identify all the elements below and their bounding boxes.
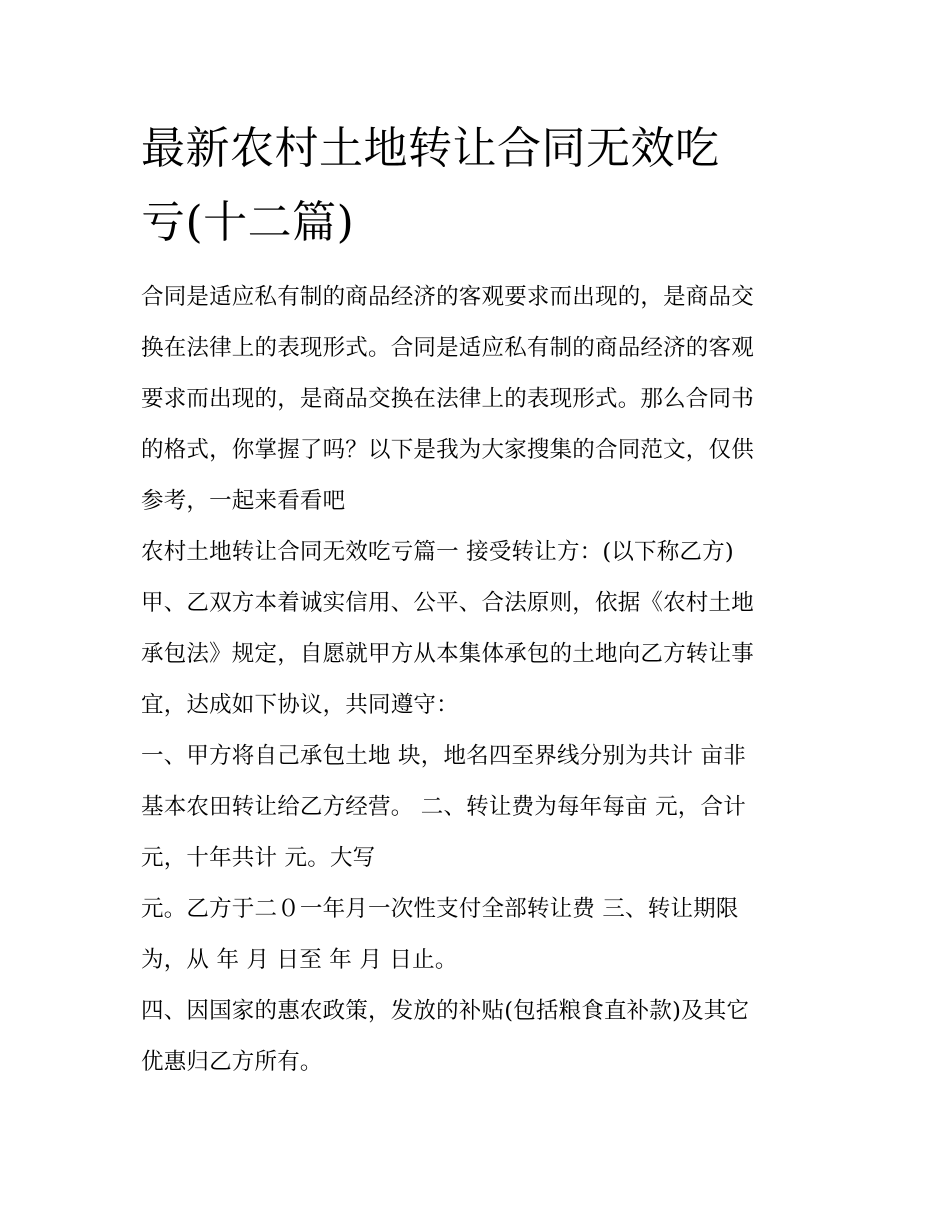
text-line: 一、甲方将自己承包土地 块，地名四至界线分别为共计 亩非: [141, 743, 746, 769]
text-line: 宜，达成如下协议，共同遵守：: [141, 692, 459, 718]
clause-paragraph: [141, 986, 821, 1088]
document-title: [141, 112, 821, 260]
text-line: 承包法》规定，自愿就甲方从本集体承包的土地向乙方转让事: [141, 641, 754, 667]
text-line: 甲、乙双方本着诚实信用、公平、合法原则，依据《农村土地: [141, 590, 754, 616]
text-line: 换在法律上的表现形式。合同是适应私有制的商品经济的客观: [141, 335, 754, 361]
section-heading-paragraph: [141, 527, 821, 578]
text-line: 合同是适应私有制的商品经济的客观要求而出现的，是商品交: [141, 284, 754, 310]
text-line: 优惠归乙方所有。: [141, 1049, 323, 1075]
agreement-preamble-paragraph: [141, 578, 821, 731]
text-line: 要求而出现的，是商品交换在法律上的表现形式。那么合同书: [141, 386, 754, 412]
text-line: 为，从 年 月 日至 年 月 日止。: [141, 947, 458, 973]
intro-paragraph: [141, 272, 821, 527]
text-line: 元，十年共计 元。大写: [141, 845, 376, 871]
title-line: 最新农村土地转让合同无效吃: [141, 123, 720, 174]
title-line: 亏(十二篇): [141, 197, 355, 248]
clause-paragraph: [141, 731, 821, 884]
text-line: 四、因国家的惠农政策，发放的补贴(包括粮食直补款)及其它: [141, 998, 750, 1024]
text-line: 的格式，你掌握了吗？以下是我为大家搜集的合同范文，仅供: [141, 437, 754, 463]
clause-paragraph: [141, 884, 821, 986]
text-line: 基本农田转让给乙方经营。 二、转让费为每年每亩 元，合计: [141, 794, 746, 820]
text-line: 农村土地转让合同无效吃亏篇一 接受转让方：(以下称乙方): [141, 539, 734, 565]
text-line: 元。乙方于二０一年月一次性支付全部转让费 三、转让期限: [141, 896, 739, 922]
document-body: [141, 112, 821, 1088]
text-line: 参考，一起来看看吧: [141, 488, 346, 514]
